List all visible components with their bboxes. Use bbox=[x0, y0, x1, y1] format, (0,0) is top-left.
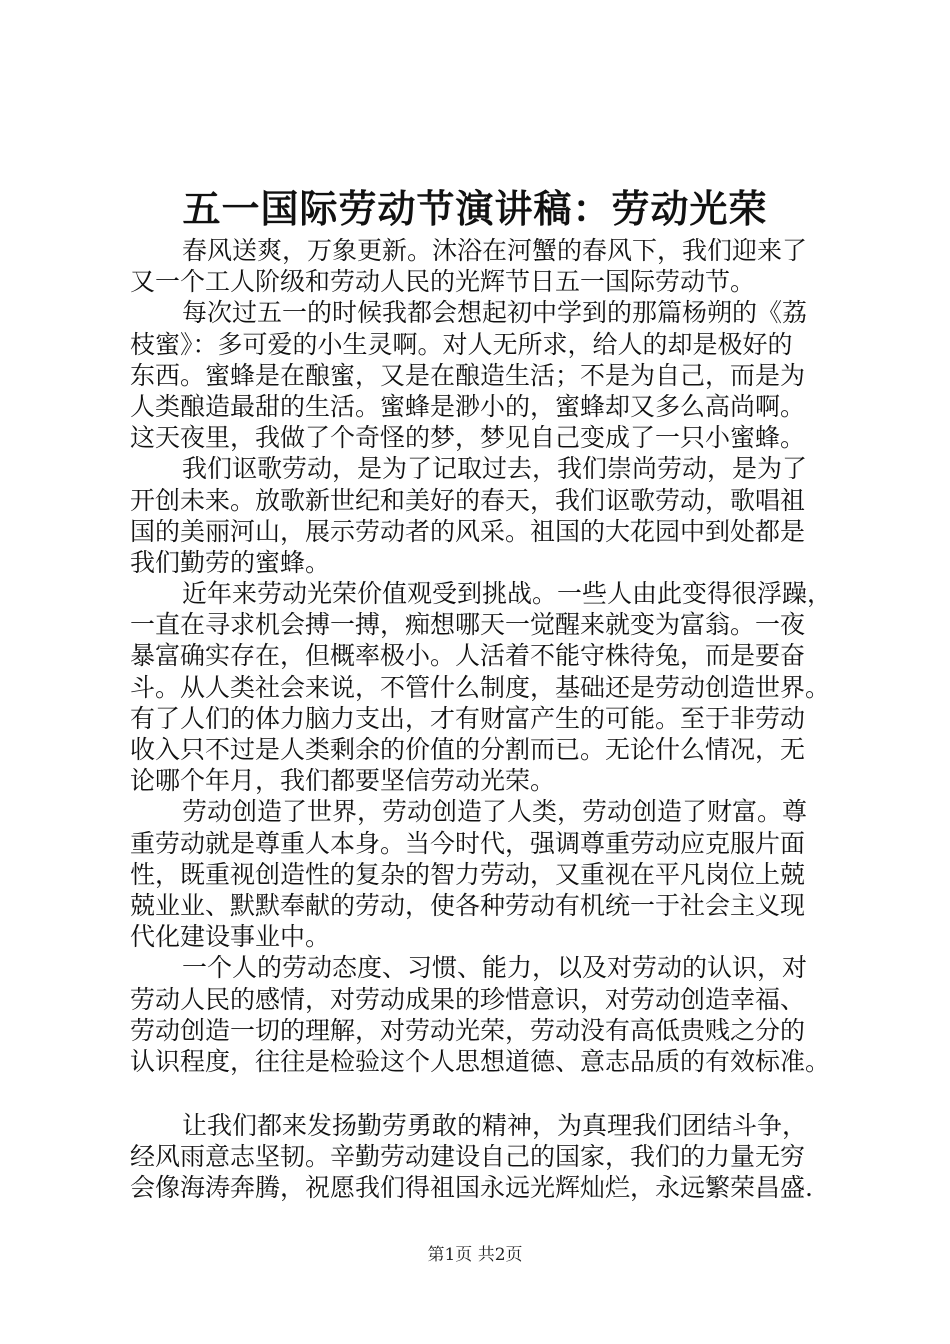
paragraph-2 bbox=[130, 297, 850, 453]
text-line: 劳动创造了世界，劳动创造了人类，劳动创造了财富。尊 bbox=[182, 797, 808, 827]
text-line: 每次过五一的时候我都会想起初中学到的那篇杨朔的《荔 bbox=[182, 298, 808, 328]
text-line: 一个人的劳动态度、习惯、能力，以及对劳动的认识，对 bbox=[182, 953, 808, 983]
text-line: 让我们都来发扬勤劳勇敢的精神，为真理我们团结斗争， bbox=[182, 1111, 808, 1141]
text-line: 认识程度，往往是检验这个人思想道德、意志品质的有效标准。 bbox=[130, 1046, 831, 1076]
text-line: 我们勤劳的蜜蜂。 bbox=[130, 547, 331, 577]
text-line: 劳动人民的感情，对劳动成果的珍惜意识，对劳动创造幸福、 bbox=[130, 984, 806, 1014]
document-title: 五一国际劳动节演讲稿：劳动光荣 bbox=[182, 186, 768, 231]
text-line: 斗。从人类社会来说，不管什么制度，基础还是劳动创造世界。 bbox=[130, 672, 831, 702]
document-body bbox=[130, 235, 850, 1204]
text-line: 又一个工人阶级和劳动人民的光辉节日五一国际劳动节。 bbox=[130, 267, 756, 297]
paragraph-gap bbox=[130, 1077, 850, 1110]
text-line: 国的美丽河山，展示劳动者的风采。祖国的大花园中到处都是 bbox=[130, 516, 806, 546]
text-line: 代化建设事业中。 bbox=[130, 922, 331, 952]
page-number-footer: 第1页 共2页 bbox=[427, 1245, 523, 1265]
paragraph-4 bbox=[130, 578, 850, 796]
text-line: 性，既重视创造性的复杂的智力劳动，又重视在平凡岗位上兢 bbox=[130, 859, 806, 889]
text-line: 收入只不过是人类剩余的价值的分割而已。无论什么情况，无 bbox=[130, 735, 806, 764]
text-line: 经风雨意志坚韧。辛勤劳动建设自己的国家，我们的力量无穷 bbox=[130, 1142, 806, 1172]
text-line: 枝蜜》：多可爱的小生灵啊。对人无所求，给人的却是极好的 bbox=[130, 329, 793, 359]
text-line: 我们讴歌劳动，是为了记取过去，我们崇尚劳动，是为了 bbox=[182, 454, 808, 484]
paragraph-6 bbox=[130, 952, 850, 1077]
text-line: 有了人们的体力脑力支出，才有财富产生的可能。至于非劳动 bbox=[130, 703, 806, 733]
text-line: 一直在寻求机会搏一搏，痴想哪天一觉醒来就变为富翁。一夜 bbox=[130, 610, 806, 640]
paragraph-5 bbox=[130, 796, 850, 952]
text-line: 兢业业、默默奉献的劳动，使各种劳动有机统一于社会主义现 bbox=[130, 890, 806, 920]
paragraph-3 bbox=[130, 453, 850, 578]
text-line: 人类酿造最甜的生活。蜜蜂是渺小的，蜜蜂却又多么高尚啊。 bbox=[130, 391, 806, 421]
text-line: 这天夜里，我做了个奇怪的梦，梦见自己变成了一只小蜜蜂。 bbox=[130, 423, 806, 453]
text-line: 开创未来。放歌新世纪和美好的春天，我们讴歌劳动，歌唱祖 bbox=[130, 485, 806, 515]
text-line: 论哪个年月，我们都要坚信劳动光荣。 bbox=[130, 766, 556, 796]
paragraph-1 bbox=[130, 235, 850, 297]
text-line: 劳动创造一切的理解，对劳动光荣，劳动没有高低贵贱之分的 bbox=[130, 1015, 806, 1045]
text-line: 重劳动就是尊重人本身。当今时代，强调尊重劳动应克服片面 bbox=[130, 828, 806, 858]
text-line: 近年来劳动光荣价值观受到挑战。一些人由此变得很浮躁， bbox=[182, 579, 833, 609]
paragraph-7 bbox=[130, 1110, 850, 1204]
text-line: 春风送爽，万象更新。沐浴在河蟹的春风下，我们迎来了 bbox=[182, 236, 808, 265]
text-line: 会像海涛奔腾，祝愿我们得祖国永远光辉灿烂，永远繁荣昌盛. bbox=[130, 1173, 813, 1203]
text-line: 东西。蜜蜂是在酿蜜，又是在酿造生活；不是为自己，而是为 bbox=[130, 360, 806, 390]
text-line: 暴富确实存在，但概率极小。人活着不能守株待兔，而是要奋 bbox=[130, 641, 806, 671]
